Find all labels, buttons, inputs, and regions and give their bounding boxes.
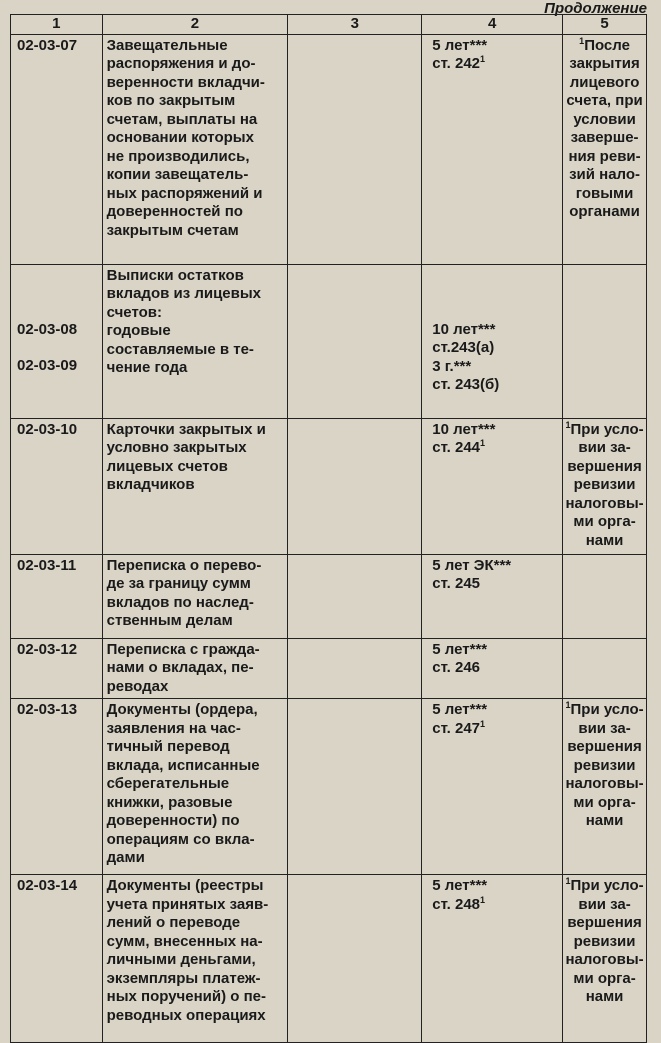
term-cell xyxy=(422,875,563,1043)
term-cell xyxy=(422,699,563,875)
note-line: ми орга- xyxy=(573,969,636,987)
title-line: тичный перевод xyxy=(106,738,230,755)
title-line: не производились, xyxy=(106,147,250,165)
retention-term: 5 лет ЭК*** xyxy=(432,556,512,574)
title-line: вклада, исписанные xyxy=(106,756,260,774)
title-line: Карточки закрытых и xyxy=(106,420,266,438)
footnote-mark: 1 xyxy=(565,419,571,430)
note-line: вии за- xyxy=(578,895,631,913)
note-line: $^1$При усло- xyxy=(565,419,644,438)
article-ref: ст. 246 xyxy=(432,659,481,676)
title-line: счетов: xyxy=(106,303,162,321)
spacer xyxy=(17,285,98,303)
retention-term: 5 лет*** xyxy=(432,36,488,54)
retention-term: 5 лет*** xyxy=(432,701,488,718)
title-cell xyxy=(102,875,288,1043)
title-line: ственным делам xyxy=(106,612,233,629)
title-line: составляемые в те- xyxy=(106,340,254,358)
note-cell xyxy=(563,699,647,875)
table-row xyxy=(11,34,647,264)
note-line: вершения xyxy=(567,914,642,931)
footnote-mark: 1 xyxy=(480,894,486,905)
empty-cell xyxy=(288,418,422,554)
title-cell xyxy=(102,638,288,699)
title-line: реводах xyxy=(106,677,169,695)
title-line: учета принятых заяв- xyxy=(106,895,269,913)
empty-cell xyxy=(288,875,422,1043)
empty-cell xyxy=(288,34,422,264)
article-ref: ст. $242^1$ xyxy=(432,54,486,72)
column-header-2: 2 xyxy=(102,15,288,35)
table-row xyxy=(11,638,647,699)
retention-term: 10 лет*** xyxy=(432,320,496,338)
note-line: счета, при xyxy=(566,92,643,109)
record-code: 02-03-11 xyxy=(17,556,77,574)
title-line: доверенностей по xyxy=(106,203,243,220)
title-line: операциям со вкла- xyxy=(106,830,255,848)
title-line: Документы (ордера, xyxy=(106,701,258,718)
retention-term: 3 г.*** xyxy=(432,357,472,375)
note-line: лицевого xyxy=(569,73,640,91)
code-cell xyxy=(11,418,103,554)
note-cell xyxy=(563,264,647,418)
title-line: лений о переводе xyxy=(106,914,241,931)
note-line: вершения xyxy=(567,457,642,475)
code-cell xyxy=(11,699,103,875)
note-line: говыми xyxy=(575,184,634,202)
empty-cell xyxy=(288,264,422,418)
note-line: нами xyxy=(585,988,624,1005)
title-line: условно закрытых xyxy=(106,439,247,456)
table-row xyxy=(11,554,647,638)
title-line: ков по закрытым xyxy=(106,92,236,109)
code-cell xyxy=(11,264,103,418)
column-header-5: 5 xyxy=(563,15,647,35)
title-line: реводных операциях xyxy=(106,1006,266,1024)
footnote-mark: 1 xyxy=(480,54,486,64)
term-cell xyxy=(422,264,563,418)
note-line: нами xyxy=(585,812,624,829)
table-row xyxy=(11,418,647,554)
note-cell xyxy=(563,638,647,699)
note-line: закрытия xyxy=(569,55,640,72)
continuation-label: Продолжение xyxy=(544,0,647,17)
title-line: де за границу сумм xyxy=(106,575,251,592)
footnote-mark: 1 xyxy=(480,718,486,729)
title-line: книжки, разовые xyxy=(106,793,233,811)
note-line: ревизии xyxy=(573,932,636,950)
records-table xyxy=(10,14,647,1043)
note-line: вершения xyxy=(567,738,642,755)
title-line: Завещательные xyxy=(106,36,228,54)
title-line: Переписка о перево- xyxy=(106,556,262,574)
note-line: ния реви- xyxy=(568,147,641,165)
note-line: нами xyxy=(585,531,624,549)
record-code: 02-03-13 xyxy=(17,701,78,718)
note-line: вии за- xyxy=(578,719,631,737)
title-line: Документы (реестры xyxy=(106,877,264,894)
note-cell xyxy=(563,34,647,264)
record-code: 02-03-14 xyxy=(17,877,78,894)
article-ref: ст. $247^1$ xyxy=(432,718,486,737)
note-line: налоговы- xyxy=(565,951,644,968)
note-line: $^1$При усло- xyxy=(565,876,644,894)
title-line: распоряжения и до- xyxy=(106,55,256,72)
title-cell xyxy=(102,34,288,264)
title-line: экземпляры платеж- xyxy=(106,969,261,987)
title-line: вкладов из лицевых xyxy=(106,285,262,302)
footnote-mark: 1 xyxy=(565,876,571,886)
header-row xyxy=(11,15,647,35)
note-line: заверше- xyxy=(570,129,639,146)
article-ref: ст. 245 xyxy=(432,575,481,592)
spacer xyxy=(432,303,558,321)
title-line: счетам, выплаты на xyxy=(106,110,258,128)
retention-term: 10 лет*** xyxy=(432,420,496,438)
code-cell xyxy=(11,554,103,638)
note-line: налоговы- xyxy=(565,494,644,512)
note-line: $^1$После xyxy=(579,35,630,54)
title-line: дами xyxy=(106,849,145,866)
record-code: 02-03-09 xyxy=(17,357,78,374)
record-code: 02-03-07 xyxy=(17,36,78,54)
spacer xyxy=(17,303,98,321)
title-line: личными деньгами, xyxy=(106,951,256,968)
note-cell xyxy=(563,418,647,554)
column-header-3: 3 xyxy=(288,15,422,35)
note-line: условии xyxy=(573,110,636,128)
table-row xyxy=(11,699,647,875)
record-code: 02-03-08 xyxy=(17,320,78,338)
title-line: закрытым счетам xyxy=(106,221,239,239)
record-code: 02-03-12 xyxy=(17,640,78,658)
note-line: $^1$При усло- xyxy=(565,700,644,718)
title-line: годовые xyxy=(106,322,171,339)
term-cell xyxy=(422,34,563,264)
article-ref: ст. $248^1$ xyxy=(432,894,486,913)
title-line: веренности вкладчи- xyxy=(106,73,265,91)
spacer xyxy=(432,267,558,285)
empty-cell xyxy=(288,638,422,699)
title-line: доверенности) по xyxy=(106,812,240,829)
title-cell xyxy=(102,554,288,638)
footnote-mark: 1 xyxy=(480,438,486,448)
spacer xyxy=(17,339,98,357)
title-line: Переписка с гражда- xyxy=(106,640,260,658)
empty-cell xyxy=(288,554,422,638)
note-line: ревизии xyxy=(573,756,636,774)
code-cell xyxy=(11,638,103,699)
article-ref: ст. 243(б) xyxy=(432,376,500,393)
title-line: Выписки остатков xyxy=(106,266,244,284)
term-cell xyxy=(422,418,563,554)
title-line: заявления на час- xyxy=(106,719,241,737)
title-cell xyxy=(102,264,288,418)
note-line: ми орга- xyxy=(573,513,636,530)
footnote-mark: 1 xyxy=(579,35,585,46)
note-line: вии за- xyxy=(578,439,631,456)
article-ref: ст.243(а) xyxy=(432,339,495,356)
title-line: сберегательные xyxy=(106,775,230,792)
title-line: сумм, внесенных на- xyxy=(106,932,263,950)
title-line: лицевых счетов xyxy=(106,457,228,475)
title-cell xyxy=(102,418,288,554)
spacer xyxy=(17,267,98,285)
code-cell xyxy=(11,34,103,264)
spacer xyxy=(432,285,558,303)
table-row xyxy=(11,875,647,1043)
note-line: зий нало- xyxy=(569,166,641,183)
term-cell xyxy=(422,638,563,699)
title-line: вкладчиков xyxy=(106,476,195,493)
note-line: налоговы- xyxy=(565,775,644,792)
table-row xyxy=(11,264,647,418)
title-line: чение года xyxy=(106,359,188,376)
empty-cell xyxy=(288,699,422,875)
note-line: ми орга- xyxy=(573,793,636,811)
title-line: ных поручений) о пе- xyxy=(106,988,266,1005)
retention-term: 5 лет*** xyxy=(432,877,488,894)
column-header-4: 4 xyxy=(422,15,563,35)
title-line: копии завещатель- xyxy=(106,166,249,183)
retention-term: 5 лет*** xyxy=(432,640,488,658)
note-cell xyxy=(563,875,647,1043)
column-header-1: 1 xyxy=(11,15,103,35)
title-line: вкладов по наслед- xyxy=(106,593,254,611)
record-code: 02-03-10 xyxy=(17,420,78,438)
title-line: нами о вкладах, пе- xyxy=(106,659,254,676)
title-line: ных распоряжений и xyxy=(106,184,263,202)
code-cell xyxy=(11,875,103,1043)
term-cell xyxy=(422,554,563,638)
note-line: ревизии xyxy=(573,476,636,493)
note-cell xyxy=(563,554,647,638)
note-line: органами xyxy=(569,203,640,220)
title-line: основании которых xyxy=(106,129,254,146)
footnote-mark: 1 xyxy=(565,700,571,710)
title-cell xyxy=(102,699,288,875)
article-ref: ст. $244^1$ xyxy=(432,438,486,456)
